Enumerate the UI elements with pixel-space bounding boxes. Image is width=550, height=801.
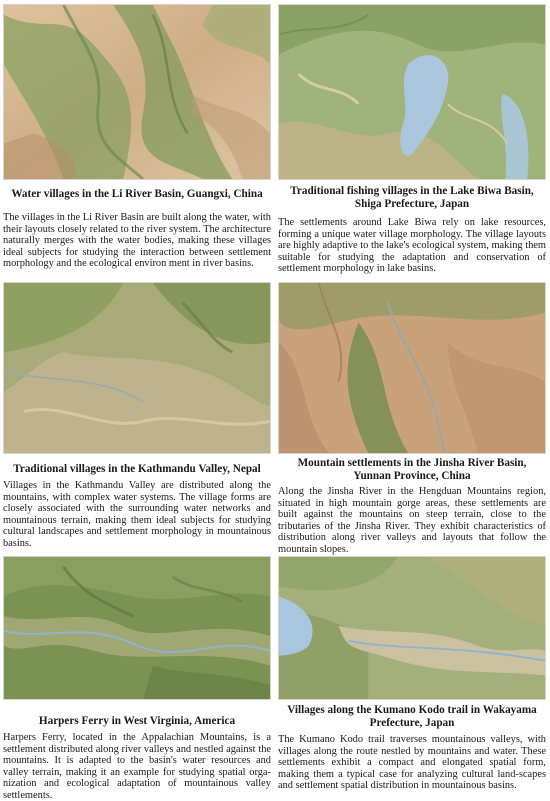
terrain-image xyxy=(279,557,545,699)
description-kumano-kodo: The Kumano Kodo trail traverses mountainous valleys, with villages along the route nestled by mountains and water. These settlements exhibit a compact and elongated spatial form, making them a typical case for analyzing cultural land-scapes and settlement spatial distribution in mountainous basins. xyxy=(278,734,546,791)
terrain-image xyxy=(279,5,545,179)
satellite-map-kathmandu xyxy=(3,282,271,454)
terrain-image xyxy=(279,283,545,453)
panel-li-river xyxy=(3,4,271,270)
description-harpers-ferry: Harpers Ferry, located in the Appalachian Mountains, is a settlement distributed along river valleys and nestled against the mountains. It is adapted to the basin's water resources and valley terrain, making it an example for studying spatial orga-nization and ecological adaptation of mountainous valley settlements. xyxy=(3,732,271,801)
panel-lake-biwa xyxy=(278,4,546,275)
caption-kumano-kodo: Villages along the Kumano Kodo trail in Wakayama Prefecture, Japan xyxy=(287,704,537,729)
caption-kathmandu: Traditional villages in the Kathmandu Valley, Nepal xyxy=(13,463,261,475)
caption-jinsha: Mountain settlements in the Jinsha River Basin, Yunnan Province, China xyxy=(297,457,527,482)
satellite-map-kumano-kodo xyxy=(278,556,546,700)
panel-harpers-ferry xyxy=(3,556,271,801)
panel-kumano-kodo xyxy=(278,556,546,792)
description-lake-biwa: The settlements around Lake Biwa rely on lake resources, forming a unique water village morphology. The village layouts are highly adaptive to the lake's ecological system, making them suitable for studying the adaptation and conservation of settlement morphology in lake basins. xyxy=(278,217,546,274)
caption-harpers-ferry: Harpers Ferry in West Virginia, America xyxy=(38,715,236,727)
satellite-map-jinsha xyxy=(278,282,546,454)
terrain-image xyxy=(4,283,270,453)
panel-kathmandu xyxy=(3,282,271,549)
satellite-map-harpers-ferry xyxy=(3,556,271,700)
panel-jinsha xyxy=(278,282,546,555)
terrain-image xyxy=(4,5,270,179)
satellite-map-lake-biwa xyxy=(278,4,546,180)
description-kathmandu: Villages in the Kathmandu Valley are distributed along the mountains, with complex water systems. The village forms are closely associated with the surrounding water networks and mountainous terrain, making them ideal subjects for studying cultural landscapes and settlement morphology in mountainous basins. xyxy=(3,480,271,549)
caption-lake-biwa: Traditional fishing villages in the Lake Biwa Basin, Shiga Prefecture, Japan xyxy=(290,185,534,210)
description-jinsha: Along the Jinsha River in the Hengduan Mountains region, situated in high mountain gorge areas, these settlements are built against the mountains on steep terrain, close to the tributaries of the Jinsha River. They exhibit characteristics of distribution along river valleys and layouts that follow the mountain slopes. xyxy=(278,486,546,555)
terrain-image xyxy=(4,557,270,699)
satellite-map-li-river xyxy=(3,4,271,180)
description-li-river: The villages in the Li River Basin are built along the water, with their layouts closely related to the river system. The architecture naturally merges with the water bodies, making these villages ideal subjects for studying the interaction between settlement morphology and the ecological environ ment in river basins. xyxy=(3,212,271,269)
caption-li-river: Water villages in the Li River Basin, Guangxi, China xyxy=(11,188,263,200)
